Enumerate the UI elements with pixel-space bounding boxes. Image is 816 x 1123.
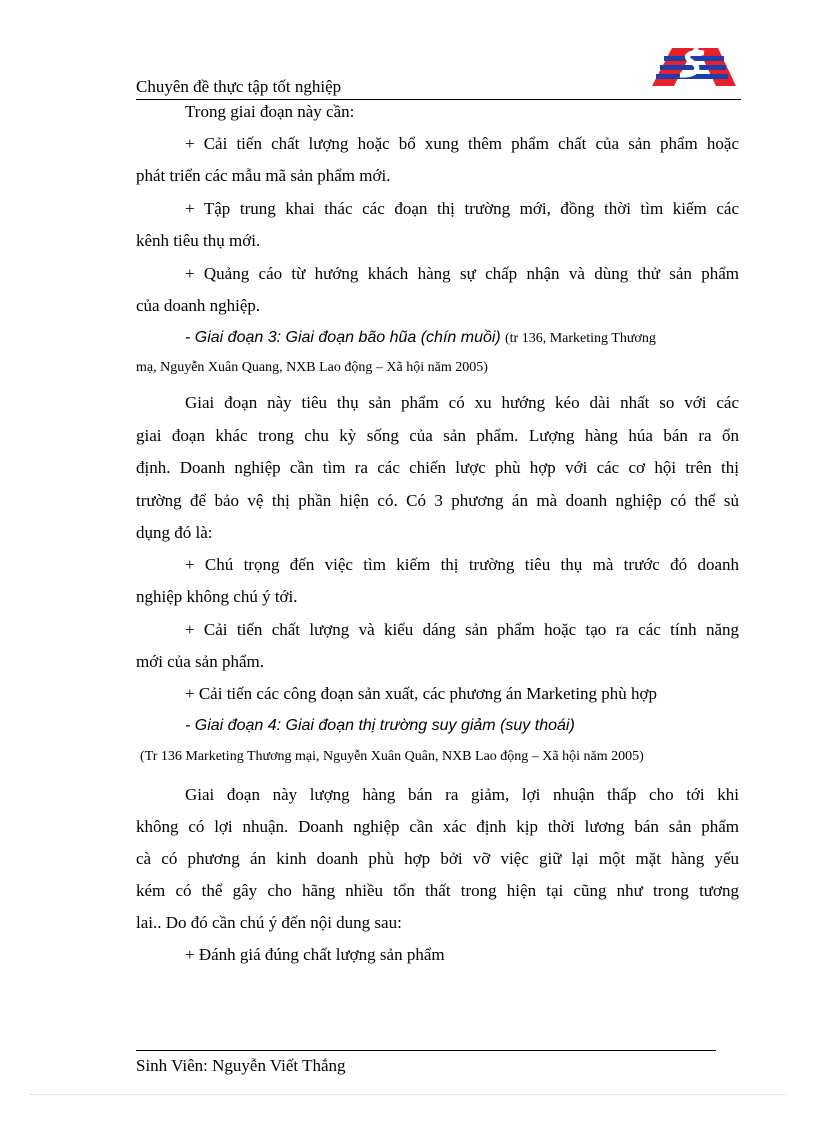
text-line: + Cải tiến các công đoạn sản xuất, các phương án Marketing phù hợp <box>185 684 658 703</box>
text-line: + Quảng cáo từ hướng khách hàng sự chấp nhận và dùng thử sản phẩm <box>185 264 739 283</box>
text-line: + Chú trọng đến việc tìm kiếm thị trường tiêu thụ mà trước đó doanh <box>185 555 739 574</box>
stage3-reference: (tr 136, Marketing Thương <box>505 331 656 346</box>
text-line: kênh tiêu thụ mới. <box>136 231 261 250</box>
text-line: không có lợi nhuận. Doanh nghiệp cần xác định kịp thời lương bán sản phẩm <box>136 817 739 836</box>
stage3-line <box>185 327 656 349</box>
company-logo <box>646 44 738 90</box>
stage3-title: - Giai đoạn 3: Giai đoạn bão hũa (chín muồi) <box>185 329 501 346</box>
stage4-title: - Giai đoạn 4: Giai đoạn thị trường suy giảm (suy thoái) <box>185 717 575 734</box>
text-line: phát triển các mẫu mã sản phẩm mới. <box>136 166 391 185</box>
text-line: cà có phương án kinh doanh phù hợp bởi vỡ việc giữ lại một mặt hàng yếu <box>136 849 739 868</box>
text-line: + Cải tiến chất lượng hoặc bổ xung thêm phẩm chất của sản phẩm hoặc <box>185 134 739 153</box>
text-line: nghiệp không chú ý tới. <box>136 587 298 606</box>
text-line: Giai đoạn này tiêu thụ sản phẩm có xu hướng kéo dài nhất so với các <box>185 393 739 412</box>
header-title: Chuyên đề thực tập tốt nghiệp <box>136 77 342 96</box>
page-bottom-border <box>30 1094 786 1095</box>
text-line: định. Doanh nghiệp cần tìm ra các chiến lược phù hợp với các cơ hội trên thị <box>136 458 739 477</box>
text-line: Trong giai đoạn này cần: <box>185 102 355 121</box>
stage3-reference-cont: mạ, Nguyễn Xuân Quang, NXB Lao động – Xã hội năm 2005) <box>136 360 488 375</box>
text-line: Giai đoạn này lượng hàng bán ra giảm, lợi nhuận thấp cho tới khi <box>185 785 739 804</box>
text-line: + Tập trung khai thác các đoạn thị trường mới, đồng thời tìm kiếm các <box>185 199 739 218</box>
footer-student-name: Sinh Viên: Nguyễn Viết Thắng <box>136 1056 346 1075</box>
text-line: trường để bảo vệ thị phần hiện có. Có 3 phương án mà doanh nghiệp có thể sủ <box>136 491 739 510</box>
footer-divider <box>136 1050 716 1051</box>
text-line: giai đoạn khác trong chu kỳ sống của sản phẩm. Lượng hàng húa bán ra ổn <box>136 426 739 445</box>
header-divider <box>136 99 741 100</box>
logo-blue-stripe-1 <box>664 56 724 61</box>
text-line: của doanh nghiệp. <box>136 296 261 315</box>
text-line: kém có thể gây cho hãng nhiều tổn thất trong hiện tại cũng như trong tương <box>136 881 739 900</box>
text-line: + Đánh giá đúng chất lượng sản phẩm <box>185 945 445 964</box>
text-line: lai.. Do đó cần chú ý đến nội dung sau: <box>136 913 402 932</box>
stage4-reference: (Tr 136 Marketing Thương mại, Nguyễn Xuân Quân, NXB Lao động – Xã hội năm 2005) <box>140 749 644 764</box>
text-line: dụng đó là: <box>136 523 213 542</box>
text-line: mới của sản phẩm. <box>136 652 264 671</box>
text-line: + Cải tiến chất lượng và kiểu dáng sản phẩm hoặc tạo ra các tính năng <box>185 620 739 639</box>
